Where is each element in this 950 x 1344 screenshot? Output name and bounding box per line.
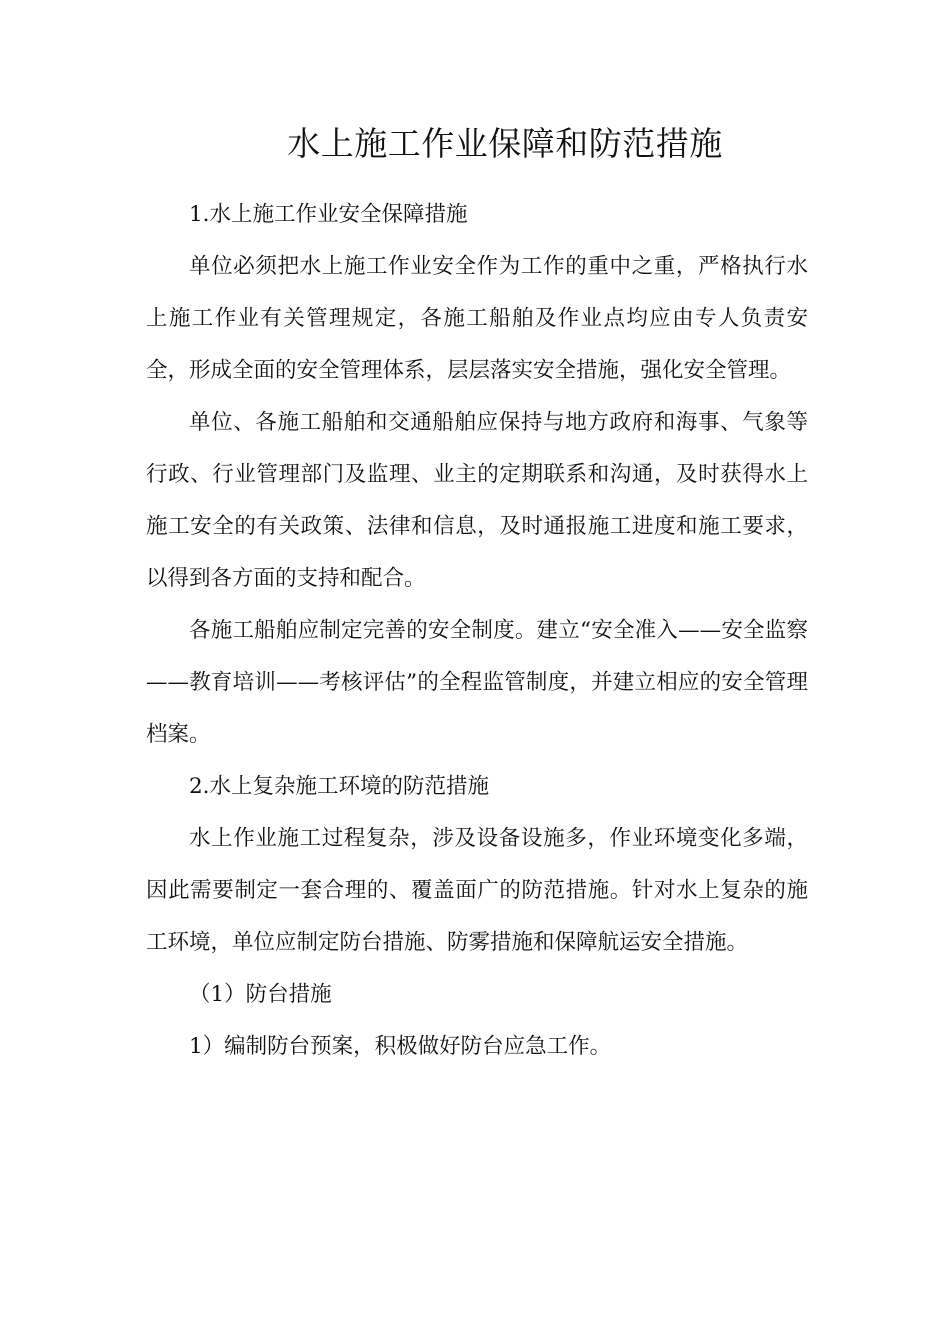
document-body xyxy=(146,189,808,1073)
list-item: 1）编制防台预案，积极做好防台应急工作。 xyxy=(189,1034,612,1059)
document-title: 水上施工作业保障和防范措施 xyxy=(287,124,723,163)
section-heading-1: 1.水上施工作业安全保障措施 xyxy=(189,202,468,227)
paragraph: 各施工船舶应制定完善的安全制度。建立“安全准入——安全监察——教育培训——考核评估”的全程监管制度，并建立相应的安全管理档案。 xyxy=(146,618,808,747)
section-heading-2: 2.水上复杂施工环境的防范措施 xyxy=(189,774,490,799)
subsection-heading: （1）防台措施 xyxy=(189,982,332,1007)
paragraph: 单位、各施工船舶和交通船舶应保持与地方政府和海事、气象等行政、行业管理部门及监理、业主的定期联系和沟通，及时获得水上施工安全的有关政策、法律和信息，及时通报施工进度和施工要求，以得到各方面的支持和配合。 xyxy=(146,410,808,591)
paragraph: 单位必须把水上施工作业安全作为工作的重中之重，严格执行水上施工作业有关管理规定，各施工船舶及作业点均应由专人负责安全，形成全面的安全管理体系，层层落实安全措施，强化安全管理。 xyxy=(146,254,808,383)
paragraph: 水上作业施工过程复杂，涉及设备设施多，作业环境变化多端，因此需要制定一套合理的、覆盖面广的防范措施。针对水上复杂的施工环境，单位应制定防台措施、防雾措施和保障航运安全措施。 xyxy=(146,826,808,955)
